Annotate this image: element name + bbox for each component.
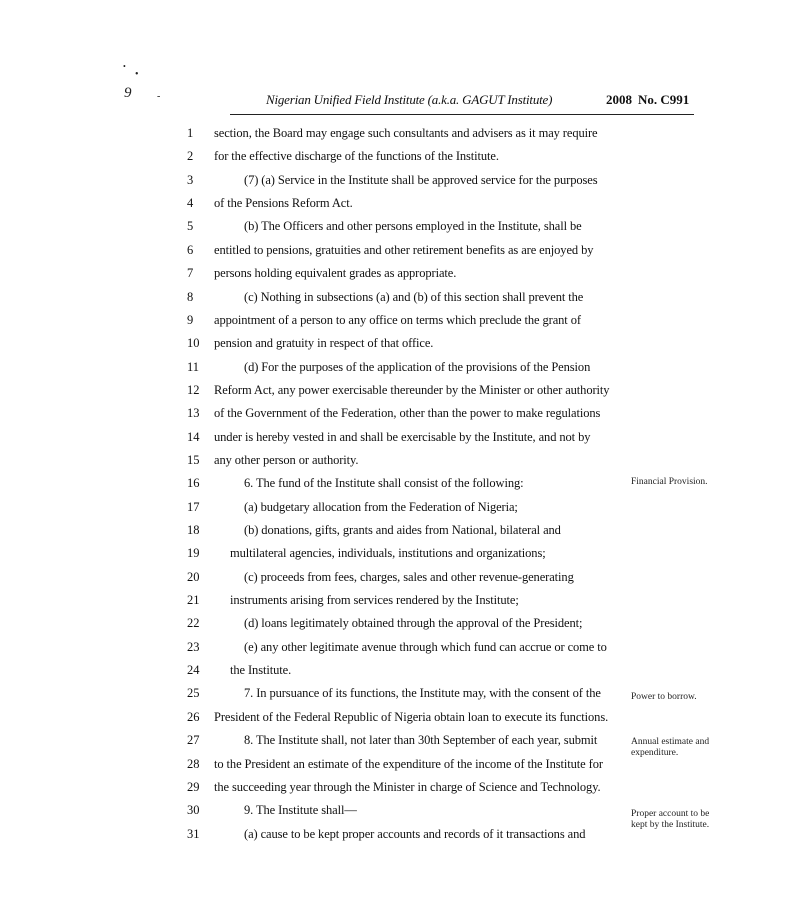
line-text: (b) donations, gifts, grants and aides from National, bilateral and (244, 523, 561, 537)
line-number: 13 (187, 406, 200, 421)
line-text: (a) cause to be kept proper accounts and records of it transactions and (244, 826, 586, 841)
line-number: 26 (187, 709, 200, 724)
line-text: 9. The Institute shall— (244, 803, 357, 818)
text-line (170, 193, 630, 213)
line-text: (a) budgetary allocation from the Federation of Nigeria; (244, 499, 518, 514)
text-line (170, 567, 630, 587)
text-line (170, 637, 630, 657)
line-number: 25 (187, 686, 200, 701)
line-number: 21 (187, 593, 200, 607)
margin-note-proper-account: Proper account to be kept by the Institute. (631, 809, 710, 830)
margin-note-power-to-borrow: Power to borrow. (631, 692, 697, 702)
text-line (170, 660, 630, 680)
line-text: (d) loans legitimately obtained through the approval of the President; (244, 616, 583, 631)
line-number: 30 (187, 803, 200, 818)
text-line (170, 333, 630, 353)
line-number: 4 (187, 196, 194, 211)
text-line (170, 240, 630, 260)
text-line (170, 707, 630, 727)
header-rule (230, 114, 694, 115)
text-line (170, 427, 630, 447)
line-number: 6 (187, 242, 194, 257)
text-line (170, 123, 630, 143)
line-text: President of the Federal Republic of Nigeria obtain loan to execute its functions. (214, 709, 609, 724)
line-number: 2 (187, 149, 194, 164)
header-title: Nigerian Unified Field Institute (a.k.a. GAGUT Institute) (266, 92, 553, 107)
line-number: 22 (187, 616, 200, 631)
line-text: (e) any other legitimate avenue through which fund can accrue or come to (244, 639, 607, 654)
margin-note-annual-estimate: Annual estimate and expenditure. (631, 737, 710, 758)
line-text: (c) proceeds from fees, charges, sales and other revenue-generating (244, 569, 574, 584)
line-number: 19 (187, 546, 200, 561)
text-line (170, 146, 630, 166)
line-text: appointment of a person to any office on terms which preclude the grant of (214, 312, 581, 327)
line-number: 1 (187, 126, 194, 140)
line-number: 10 (187, 336, 200, 351)
line-text: 6. The fund of the Institute shall consist of the following: (244, 476, 524, 491)
scan-mark: • (135, 69, 139, 80)
line-number: 20 (187, 569, 200, 584)
line-number: 12 (187, 382, 200, 397)
line-text: (b) The Officers and other persons employed in the Institute, shall be (244, 219, 582, 234)
line-text: pension and gratuity in respect of that office. (214, 336, 434, 351)
line-number: 14 (187, 429, 200, 444)
line-text: multilateral agencies, individuals, institutions and organizations; (230, 546, 546, 561)
header-year: 2008 (606, 92, 632, 107)
line-text: (7) (a) Service in the Institute shall be approved service for the purposes (244, 172, 598, 187)
line-text: any other person or authority. (214, 452, 359, 467)
line-text: of the Government of the Federation, other than the power to make regulations (214, 406, 601, 421)
line-number: 7 (187, 266, 194, 281)
line-number: 5 (187, 219, 194, 234)
line-text: section, the Board may engage such consultants and advisers as it may require (214, 126, 598, 140)
line-number: 17 (187, 499, 200, 514)
line-number: 24 (187, 663, 200, 678)
text-line (170, 754, 630, 774)
header-number: No. C991 (638, 92, 690, 107)
line-text: instruments arising from services rendered by the Institute; (230, 593, 519, 607)
text-line (170, 473, 630, 493)
line-number: 16 (187, 476, 200, 491)
line-number: 11 (187, 359, 200, 374)
text-line (170, 263, 630, 283)
running-header (256, 92, 696, 112)
scan-mark: - (157, 91, 161, 102)
line-number: 18 (187, 523, 200, 537)
line-number: 8 (187, 289, 194, 304)
line-text: for the effective discharge of the functions of the Institute. (214, 149, 499, 164)
text-line (170, 824, 630, 844)
text-line (170, 310, 630, 330)
text-line (170, 380, 630, 400)
text-line (170, 287, 630, 307)
text-line (170, 450, 630, 470)
text-line (170, 613, 630, 633)
text-line (170, 543, 630, 563)
text-line (170, 683, 630, 703)
line-text: the succeeding year through the Minister in charge of Science and Technology. (214, 779, 601, 794)
handwritten-page-mark: 9 (124, 85, 132, 101)
line-text: 7. In pursuance of its functions, the Institute may, with the consent of the (244, 686, 601, 701)
text-line (170, 777, 630, 797)
line-text: (c) Nothing in subsections (a) and (b) of this section shall prevent the (244, 289, 584, 304)
line-number: 29 (187, 779, 200, 794)
line-text: entitled to pensions, gratuities and other retirement benefits as are enjoyed by (214, 242, 594, 257)
line-number: 28 (187, 756, 200, 771)
scan-mark: • (123, 62, 126, 71)
line-number: 27 (187, 733, 200, 748)
line-text: 8. The Institute shall, not later than 30th September of each year, submit (244, 733, 598, 748)
text-line (170, 730, 630, 750)
line-text: to the President an estimate of the expenditure of the income of the Institute for (214, 756, 603, 771)
text-line (170, 216, 630, 236)
line-number: 3 (187, 172, 194, 187)
line-number: 23 (187, 639, 200, 654)
line-text: persons holding equivalent grades as appropriate. (214, 266, 457, 281)
line-text: Reform Act, any power exercisable thereunder by the Minister or other authority (214, 382, 610, 397)
text-line (170, 800, 630, 820)
text-line (170, 170, 630, 190)
line-number: 31 (187, 826, 200, 841)
text-line (170, 520, 630, 540)
text-line (170, 590, 630, 610)
text-line (170, 403, 630, 423)
line-text: of the Pensions Reform Act. (214, 196, 353, 211)
line-text: (d) For the purposes of the application of the provisions of the Pension (244, 359, 591, 374)
text-line (170, 497, 630, 517)
line-number: 9 (187, 312, 194, 327)
text-line (170, 357, 630, 377)
margin-note-financial-provision: Financial Provision. (631, 477, 708, 487)
line-number: 15 (187, 452, 200, 467)
line-text: under is hereby vested in and shall be exercisable by the Institute, and not by (214, 429, 591, 444)
line-text: the Institute. (230, 663, 292, 678)
